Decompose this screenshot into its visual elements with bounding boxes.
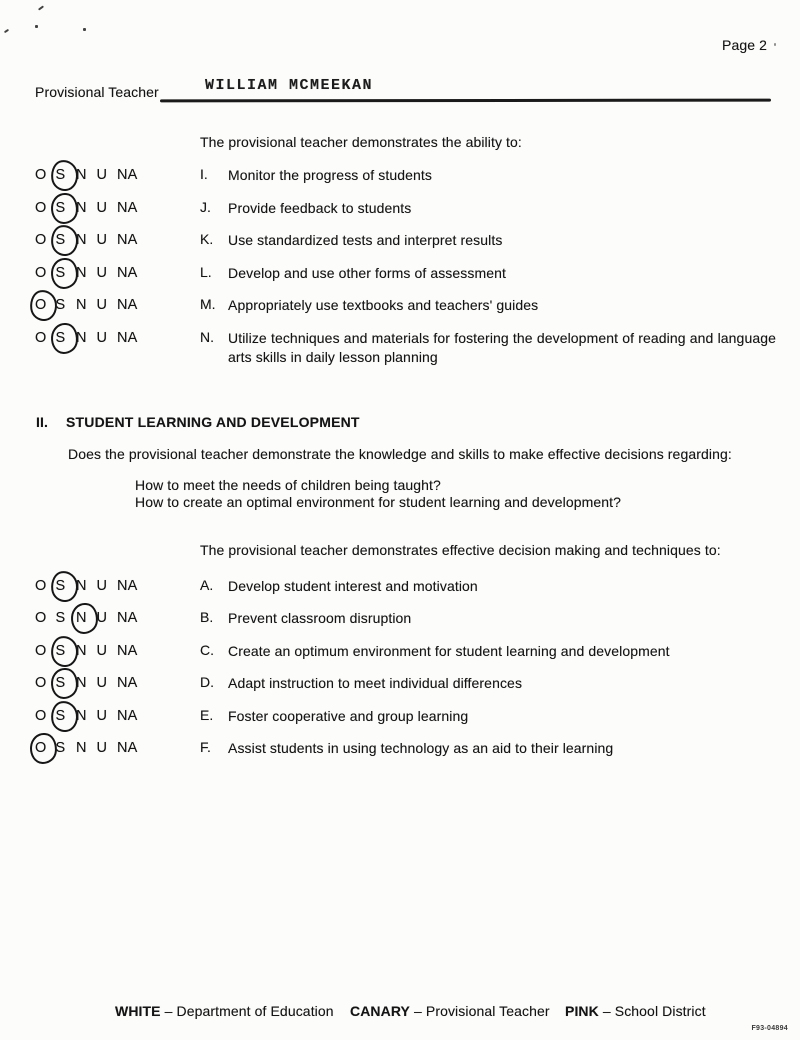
rating-row [0, 231, 800, 251]
item-letter: N. [200, 329, 214, 345]
handwritten-circle [50, 322, 79, 355]
item-text: Develop student interest and motivation [228, 578, 478, 594]
rating-option-U: U [96, 740, 108, 756]
rating-option-N: N [76, 643, 87, 659]
rating-option-O: O [35, 708, 47, 724]
rating-row [0, 642, 800, 662]
form-number: F93-04894 [751, 1025, 788, 1032]
handwritten-circle [50, 257, 79, 290]
item-letter: I. [200, 166, 208, 182]
rating-option-O: O [35, 643, 47, 659]
rating-options [35, 739, 149, 757]
rating-row [0, 739, 800, 759]
rating-options [35, 264, 149, 282]
rating-option-S: S [55, 167, 66, 183]
rating-option-S: S [55, 232, 66, 248]
item-letter: C. [200, 642, 214, 658]
copy-separator: – [602, 1003, 611, 1019]
scan-speck [4, 29, 9, 34]
rating-option-O: O [35, 297, 47, 313]
rating-option-U: U [96, 708, 108, 724]
teacher-field-label: Provisional Teacher [35, 84, 159, 100]
rating-option-N: N [76, 200, 87, 216]
item-letter: J. [200, 199, 211, 215]
rating-option-U: U [96, 167, 108, 183]
rating-option-S: S [55, 578, 66, 594]
rating-option-N: N [76, 330, 87, 346]
rating-row [0, 329, 800, 365]
rating-option-U: U [96, 297, 108, 313]
rating-options [35, 199, 149, 217]
handwritten-circle [49, 158, 80, 192]
rating-option-O: O [35, 232, 47, 248]
rating-option-S: S [55, 200, 66, 216]
rating-row [0, 199, 800, 219]
handwritten-circle [49, 699, 80, 733]
rating-options [35, 329, 149, 347]
handwritten-circle [29, 732, 58, 765]
rating-option-NA: NA [117, 167, 138, 183]
copy-color: CANARY [350, 1003, 410, 1019]
teacher-name-value: WILLIAM MCMEEKAN [205, 77, 374, 94]
copy-dest: Department of Education [176, 1003, 334, 1019]
item-letter: E. [200, 707, 214, 723]
item-text: Foster cooperative and group learning [228, 708, 469, 724]
rating-option-S: S [55, 610, 66, 626]
rating-option-N: N [76, 675, 87, 691]
rating-options [35, 231, 149, 249]
item-text: Adapt instruction to meet individual differences [228, 675, 523, 691]
copy-dest: School District [614, 1003, 706, 1019]
section2-number: II. [36, 414, 48, 430]
rating-option-N: N [76, 265, 87, 281]
item-letter: L. [200, 264, 212, 280]
handwritten-circle [70, 602, 99, 635]
rating-option-O: O [35, 330, 47, 346]
rating-option-N: N [76, 232, 87, 248]
item-text: Appropriately use textbooks and teachers' guides [228, 297, 539, 313]
rating-option-N: N [76, 708, 87, 724]
item-text: Use standardized tests and interpret results [228, 232, 503, 248]
rating-option-NA: NA [117, 265, 138, 281]
rating-option-N: N [76, 167, 87, 183]
rating-options [35, 642, 149, 660]
handwritten-circle [50, 192, 79, 225]
item-letter: F. [200, 739, 211, 755]
rating-option-U: U [96, 643, 108, 659]
rating-option-U: U [96, 578, 108, 594]
scan-speck [774, 43, 776, 46]
rating-option-U: U [96, 675, 108, 691]
rating-option-U: U [96, 232, 108, 248]
item-text: Prevent classroom disruption [228, 610, 412, 626]
copy-dest: Provisional Teacher [425, 1003, 550, 1019]
section2-lead: Does the provisional teacher demonstrate the knowledge and skills to make effective decisions regarding: [68, 446, 732, 462]
rating-option-U: U [96, 330, 108, 346]
rating-option-NA: NA [117, 740, 138, 756]
item-text: Develop and use other forms of assessment [228, 265, 507, 281]
rating-option-NA: NA [117, 610, 138, 626]
page-number-label: Page 2 [722, 37, 767, 53]
item-text: Provide feedback to students [228, 200, 412, 216]
rating-option-S: S [55, 330, 66, 346]
rating-row [0, 707, 800, 727]
copy-separator: – [413, 1003, 422, 1019]
rating-option-S: S [55, 708, 66, 724]
handwritten-circle [50, 667, 79, 700]
rating-option-O: O [35, 578, 47, 594]
rating-option-O: O [35, 610, 47, 626]
rating-option-NA: NA [117, 200, 138, 216]
item-text: Monitor the progress of students [228, 167, 432, 183]
rating-options [35, 707, 149, 725]
rating-row [0, 609, 800, 629]
handwritten-circle [49, 634, 80, 668]
rating-option-S: S [55, 643, 66, 659]
rating-row [0, 166, 800, 186]
section1-intro: The provisional teacher demonstrates the ability to: [200, 134, 522, 150]
item-letter: M. [200, 296, 216, 312]
rating-option-NA: NA [117, 578, 138, 594]
handwritten-circle [28, 288, 59, 322]
copy-color: WHITE [115, 1003, 161, 1019]
rating-option-O: O [35, 167, 47, 183]
copy-legend-white [115, 1003, 334, 1019]
item-text: Create an optimum environment for student learning and development [228, 643, 670, 659]
rating-options [35, 577, 149, 595]
rating-option-S: S [55, 297, 66, 313]
item-letter: A. [200, 577, 214, 593]
rating-option-NA: NA [117, 675, 138, 691]
rating-option-O: O [35, 265, 47, 281]
handwritten-circle [49, 223, 80, 257]
rating-option-U: U [96, 200, 108, 216]
scan-speck [83, 28, 86, 31]
copy-legend-pink [565, 1003, 706, 1019]
section2-title: STUDENT LEARNING AND DEVELOPMENT [66, 414, 360, 430]
rating-row [0, 264, 800, 284]
rating-option-N: N [76, 610, 87, 626]
rating-option-NA: NA [117, 708, 138, 724]
rating-option-O: O [35, 740, 47, 756]
section2-intro: The provisional teacher demonstrates effective decision making and techniques to: [200, 542, 721, 558]
rating-options [35, 296, 149, 314]
rating-option-N: N [76, 578, 87, 594]
rating-option-S: S [55, 675, 66, 691]
scan-speck [38, 5, 44, 10]
rating-option-NA: NA [117, 643, 138, 659]
rating-row [0, 296, 800, 316]
copy-color: PINK [565, 1003, 599, 1019]
rating-row [0, 577, 800, 597]
copy-separator: – [164, 1003, 173, 1019]
question-line: How to meet the needs of children being taught? [135, 477, 441, 493]
rating-option-O: O [35, 675, 47, 691]
rating-option-NA: NA [117, 232, 138, 248]
rating-option-U: U [96, 610, 108, 626]
teacher-name-underline [160, 99, 771, 103]
scan-speck [35, 25, 38, 28]
item-letter: B. [200, 609, 214, 625]
rating-option-N: N [76, 297, 87, 313]
rating-option-S: S [55, 265, 66, 281]
item-text: Assist students in using technology as an aid to their learning [228, 740, 614, 756]
rating-options [35, 609, 149, 627]
rating-option-NA: NA [117, 297, 138, 313]
rating-option-O: O [35, 200, 47, 216]
item-letter: D. [200, 674, 214, 690]
rating-row [0, 674, 800, 694]
question-line: How to create an optimal environment for student learning and development? [135, 494, 622, 510]
rating-option-U: U [96, 265, 108, 281]
rating-options [35, 674, 149, 692]
copy-legend-canary [350, 1003, 550, 1019]
rating-option-N: N [76, 740, 87, 756]
rating-options [35, 166, 149, 184]
rating-option-S: S [55, 740, 66, 756]
rating-option-NA: NA [117, 330, 138, 346]
item-letter: K. [200, 231, 214, 247]
item-text: Utilize techniques and materials for fostering the development of reading and language arts skills in daily lesson planning [228, 330, 776, 365]
handwritten-circle [49, 569, 80, 603]
